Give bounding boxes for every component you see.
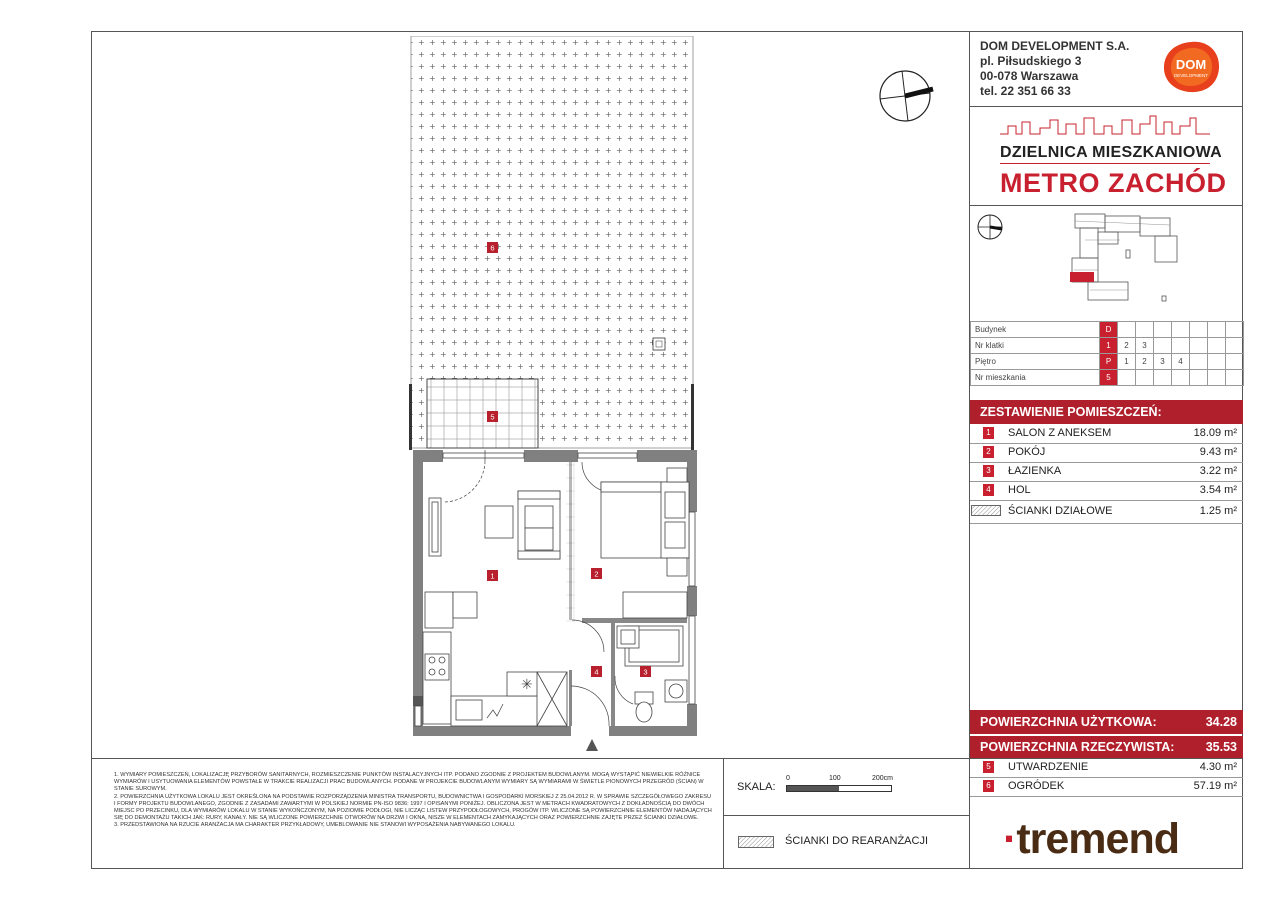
info-cell <box>1190 322 1208 338</box>
entrance-marker <box>586 739 598 751</box>
legend-label: ŚCIANKI DO REARANŻACJI <box>785 835 929 847</box>
company-name: DOM DEVELOPMENT S.A. <box>980 39 1130 53</box>
usable-area-bar <box>970 710 1243 734</box>
outdoor-row <box>983 778 1237 796</box>
info-cell <box>1208 354 1226 370</box>
scale-tick-200: 200cm <box>872 775 894 782</box>
marker-room-4-text: 4 <box>594 667 599 677</box>
info-cell: 1 <box>1118 354 1136 370</box>
info-cell: D <box>1100 322 1118 338</box>
notes-block <box>114 772 714 830</box>
info-cell: 1 <box>1100 338 1118 354</box>
info-cell <box>1118 370 1136 386</box>
note-2: 2. POWIERZCHNIA UŻYTKOWA LOKALU JEST OKREŚLONA NA PODSTAWIE ROZPORZĄDZENIA MINISTRA TRANSPORTU, BUDOWNICTWA I GOSPODARKI MORSKIEJ Z 25.04.2012 R. W SPRAWIE SZCZEGÓŁOWEGO ZAKRESU I FORMY PROJEKTU BUDOWLANEGO, ZGODNIE Z ZASADAMI ZAWARTYMI W POLSKIEJ NORMIE PN-ISO 9836: 1997 I OPISANYMI PONIŻEJ. OBLICZONA JEST W METRACH KWADRATOWYCH Z DOKŁADNOŚCIĄ DO DWÓCH MIEJSC PO PRZECINKU, DLA WYMIARÓW LOKALU W STANIE WYKOŃCZONYM, NA POZIOMIE PODŁOGI, NIE LICZĄC LISTEW PRZYPODŁOGOWYCH, PROGÓW ITP. WLICZONE SĄ POWIERZCHNIE ELEMENTÓW NADAJĄCYCH SIĘ DO DEMONTAŻU TAKICH JAK: RURY, KANAŁY. NIE SĄ WLICZONE POWIERZCHNIE OTWORÓW NA DRZWI I OKNA, NISZE W ELEMENTACH ZAMYKAJĄCYCH ORAZ POWIERZCHNIE ZAJĘTE PRZEZ ŚCIANKI DZIAŁOWE. <box>114 793 712 822</box>
legend-hatch-icon <box>738 836 774 848</box>
row-separator <box>970 500 1243 501</box>
room-name: POKÓJ <box>1008 446 1046 458</box>
info-cell <box>1172 338 1190 354</box>
info-cell: 3 <box>1136 338 1154 354</box>
info-row-label: Piętro <box>971 354 1100 370</box>
info-cell: 2 <box>1118 338 1136 354</box>
tremend-accent: · <box>1003 815 1017 863</box>
logo-text: DOM <box>1175 57 1207 72</box>
company-phone: tel. 22 351 66 33 <box>980 84 1071 98</box>
skyline-graphic <box>1000 112 1210 140</box>
info-cell <box>1154 338 1172 354</box>
dom-development-logo <box>1160 40 1222 94</box>
room-name: HOL <box>1008 484 1031 496</box>
tremend-text: tremend <box>1016 815 1179 863</box>
real-area-value: 35.53 <box>1205 740 1237 754</box>
room-area: 3.22 m² <box>1199 465 1237 477</box>
logo-subtext: DEVELOPMENT <box>1173 73 1209 78</box>
info-cell <box>1226 354 1244 370</box>
scale-divider <box>723 815 969 816</box>
info-cell: 2 <box>1136 354 1154 370</box>
notes-divider <box>723 758 724 869</box>
info-cell <box>1136 322 1154 338</box>
info-cell <box>1136 370 1154 386</box>
info-cell: 5 <box>1100 370 1118 386</box>
row-separator <box>970 796 1243 797</box>
info-cell <box>1172 370 1190 386</box>
brand-divider <box>970 205 1243 206</box>
terrace-area <box>427 379 538 448</box>
info-cell <box>1154 322 1172 338</box>
rooms-row <box>983 444 1237 462</box>
info-row <box>971 354 1244 370</box>
note-1: 1. WYMIARY POMIESZCZEŃ, LOKALIZACJĘ PRZYBORÓW SANITARNYCH, ROZMIESZCZENIE PUNKTÓW INSTALACYJNYCH ITP. PODANO ZGODNIE Z PROJEKTEM BUDOWLANYM. MOGĄ WYSTĄPIĆ NIEWIELKIE RÓŻNICE WYMIARÓW I USYTUOWANIA ELEMENTÓW POWSTAŁE W TRAKCIE REALIZACJI PRAC BUDOWLANYCH. PODANE W PROJEKCIE BUDOWLANYM WYMIARY SĄ WYMIARAMI W ŚWIETLE PIONOWYCH PRZEGRÓD (ŚCIAN) W STANIE SUROWYM. <box>114 772 704 793</box>
scale-tick-0: 0 <box>786 775 790 782</box>
info-cell <box>1154 370 1172 386</box>
room-number: 6 <box>983 780 994 792</box>
rooms-row <box>983 425 1237 443</box>
company-address-city: 00-078 Warszawa <box>980 69 1079 83</box>
info-row <box>971 322 1244 338</box>
marker-room-6-text: 6 <box>490 243 495 253</box>
scale-tick-100: 100 <box>829 775 841 782</box>
real-area-bar <box>970 736 1243 758</box>
room-number: 1 <box>983 427 994 439</box>
unit-info-table <box>970 321 1244 386</box>
info-cell <box>1208 338 1226 354</box>
info-row-label: Nr mieszkania <box>971 370 1100 386</box>
info-row <box>971 338 1244 354</box>
info-cell <box>1208 322 1226 338</box>
room-name: UTWARDZENIE <box>1008 761 1089 773</box>
tremend-logo <box>1003 815 1179 864</box>
marker-room-5-text: 5 <box>490 412 495 422</box>
utility-box <box>653 338 665 350</box>
rooms-header: ZESTAWIENIE POMIESZCZEŃ: <box>970 400 1243 424</box>
svg-text:✳: ✳ <box>521 677 533 693</box>
project-name-line2: METRO ZACHÓD <box>1000 168 1227 198</box>
partition-row <box>983 503 1237 521</box>
info-row-label: Budynek <box>971 322 1100 338</box>
info-cell <box>1190 370 1208 386</box>
usable-area-label: POWIERZCHNIA UŻYTKOWA: <box>980 715 1157 729</box>
real-area-label: POWIERZCHNIA RZECZYWISTA: <box>980 740 1175 754</box>
footer-brand-divider <box>969 758 970 869</box>
north-compass-icon <box>875 66 935 126</box>
room-area: 4.30 m² <box>1199 761 1237 773</box>
info-cell: P <box>1100 354 1118 370</box>
info-row-label: Nr klatki <box>971 338 1100 354</box>
keyplan-compass-icon <box>976 213 1004 241</box>
room-area: 3.54 m² <box>1199 484 1237 496</box>
room-number: 4 <box>983 484 994 496</box>
room-number: 2 <box>983 446 994 458</box>
info-cell <box>1226 370 1244 386</box>
info-cell <box>1172 322 1190 338</box>
info-cell <box>1226 338 1244 354</box>
info-cell <box>1190 354 1208 370</box>
partition-area: 1.25 m² <box>1199 505 1237 517</box>
hatch-icon <box>971 505 1001 516</box>
marker-room-2-text: 2 <box>594 569 599 579</box>
scale-bar <box>786 785 892 792</box>
room-name: OGRÓDEK <box>1008 780 1065 792</box>
room-area: 18.09 m² <box>1193 427 1237 439</box>
room-number: 5 <box>983 761 994 773</box>
rooms-row <box>983 463 1237 481</box>
usable-area-value: 34.28 <box>1205 715 1237 729</box>
project-name-line1: DZIELNICA MIESZKANIOWA <box>1000 144 1222 161</box>
info-cell <box>1118 322 1136 338</box>
header-divider <box>970 106 1243 107</box>
room-name: SALON Z ANEKSEM <box>1008 427 1112 439</box>
partition-name: ŚCIANKI DZIAŁOWE <box>1008 505 1113 517</box>
brand-underline <box>1000 163 1210 164</box>
outdoor-row <box>983 759 1237 777</box>
info-cell: 3 <box>1154 354 1172 370</box>
scale-label: SKALA: <box>737 781 776 793</box>
room-area: 9.43 m² <box>1199 446 1237 458</box>
room-area: 57.19 m² <box>1193 780 1237 792</box>
note-3: 3. PRZEDSTAWIONA NA RZUCIE ARANŻACJA MA CHARAKTER PRZYKŁADOWY, UMEBLOWANIE NIE STANOWI WYPOSAŻENIA NABYWANEGO LOKALU. <box>114 822 516 829</box>
info-cell: 4 <box>1172 354 1190 370</box>
right-panel-divider <box>969 31 970 759</box>
info-cell <box>1190 338 1208 354</box>
company-block <box>980 39 1129 99</box>
info-cell <box>1208 370 1226 386</box>
row-separator <box>970 523 1243 524</box>
floor-plan <box>405 36 700 756</box>
room-name: ŁAZIENKA <box>1008 465 1062 477</box>
info-cell <box>1226 322 1244 338</box>
info-row <box>971 370 1244 386</box>
company-address-street: pl. Piłsudskiego 3 <box>980 54 1082 68</box>
marker-room-1-text: 1 <box>490 571 495 581</box>
building-keyplan <box>1060 210 1190 305</box>
marker-room-3-text: 3 <box>643 667 648 677</box>
furniture <box>423 468 689 726</box>
room-number: 3 <box>983 465 994 477</box>
rooms-row <box>983 482 1237 500</box>
